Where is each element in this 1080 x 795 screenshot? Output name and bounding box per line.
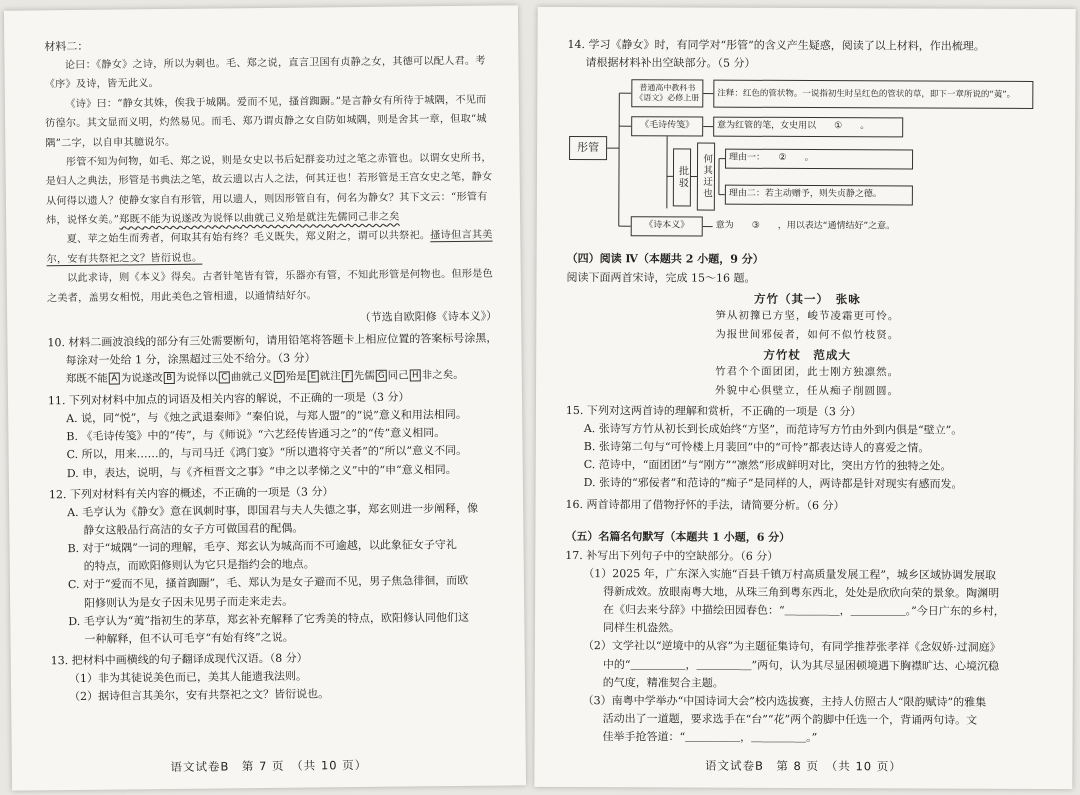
q11-option-a[interactable]: A. 说，同“悦”，与《烛之武退秦师》“秦伯说，与郑人盟”的“说”意义和用法相同。 xyxy=(66,408,467,426)
answer-box-b[interactable]: B xyxy=(164,372,175,384)
maoshi-box: 《毛诗传笺》 xyxy=(631,117,703,137)
section-4-heading: （四）阅读 Ⅳ（本题共 2 小题，9 分） xyxy=(566,252,764,267)
underlined-sentence: 搔诗但言其美尔，安有共祭祀之文？皆衍说也。 xyxy=(46,229,493,266)
q17-line: （3）南粤中学举办“中国诗词大会”校内选拔赛，主持人仿照古人“限韵赋诗”的雅集 xyxy=(582,693,987,709)
question-10 xyxy=(47,329,498,389)
material-paragraph: 以此求诗，则《本义》得矣。古者针笔皆有管，乐器亦有管，不知此形管是何物也。但形是色之美者，盖男女相悦，用此美色之管相遗，以通情结好尔。 xyxy=(46,268,494,304)
q12-option-b[interactable]: B. 对于“城隅”一词的理解，毛亨、郑玄认为城高而不可逾越，以此象征女子守礼 xyxy=(67,538,457,556)
q11-option-d[interactable]: D. 申，表达，说明，与《齐桓晋文之事》“申之以孝悌之义”中的“申”意义相同。 xyxy=(66,462,457,480)
page-footer: 语文试卷B 第 7 页 （共 10 页） xyxy=(170,757,368,775)
material-paragraph: 论曰：《静女》之诗，所以为刺也。毛、郑之说，直言卫国有贞静之女，其德可以配人君。考《序》及诗，皆无此义。 xyxy=(44,55,486,91)
material-paragraph: 夏、苹之始生而秀者，何取其有始有终？毛义既失，郑义附之，谓可以共祭祀。搔诗但言其美尔，安有共祭祀之文？皆衍说也。 xyxy=(46,229,493,266)
q17-line: 得新成效。放眼南粤大地，从珠三角到粤东西北，处处是欣欣向荣的景象。陶渊明 xyxy=(603,585,1000,600)
answer-box-d[interactable]: D xyxy=(274,371,285,383)
q17-line: （1）2025 年，广东深入实施“百县千镇万村高质量发展工程”，城乡区域协调发展取 xyxy=(583,566,996,582)
q17-line: 活动出了一道题，要求选手在“台”“花”两个韵脚中任选一个，背诵两句诗。文 xyxy=(602,712,978,727)
q15-option-d[interactable]: D. 张诗的“邪佞者”和范诗的“痴子”是同样的人，两诗都是针对现实有感而发。 xyxy=(583,476,963,492)
root-box: 彤管 xyxy=(569,136,607,160)
q15-option-a[interactable]: A. 张诗写方竹从初长到长成始终“方坚”，而范诗写方竹由外到内俱是“壁立”。 xyxy=(583,422,963,437)
q17-line: 同样生机盎然。 xyxy=(602,621,681,635)
wavy-underline-text: 郑既不能为说遂改为说怿以曲就己义殆是就注先儒同己非之矣 xyxy=(119,211,400,226)
poem-1-line: 笋从初籜已方坚，峻节凌霜更可怜。 xyxy=(715,310,900,323)
q12-stem: 12. 下列对材料有关内容的概述，不正确的一项是（3 分） xyxy=(48,485,334,502)
q11-stem: 11. 下列对材料中加点的词语及相关内容的解说，不正确的一项是（3 分） xyxy=(47,390,410,408)
benyi-note[interactable]: 意为 ③ ，用以表达“通情结好”之意。 xyxy=(713,217,963,238)
q15-option-b[interactable]: B. 张诗第二句与“可怜楼上月裴回”中的“可怜”都表达诗人的喜爱之情。 xyxy=(583,440,930,455)
reason-1-box[interactable]: 理由一： ② 。 xyxy=(725,149,913,170)
benyi-box: 《诗本义》 xyxy=(631,217,703,237)
question-16: 16. 两首诗都用了借物抒怀的手法，请简要分析。（6 分） xyxy=(565,497,845,512)
q11-option-b[interactable]: B. 《毛诗传笺》中的“传”，与《师说》“六艺经传皆通习之”的“传”意义相同。 xyxy=(66,426,446,444)
q17-line[interactable]: 佳举手抢答道：“＿＿＿＿＿，＿＿＿＿＿。” xyxy=(602,730,818,745)
material-title: 材料二： xyxy=(44,39,89,54)
textbook-note-box: 注释：红色的管状物。一说指初生时呈红色的管状的草，即下一章所说的“荑”。 xyxy=(713,80,1033,109)
q11-option-c[interactable]: C. 所以，用来……的，与司马迁《鸿门宴》“所以遣将守关者”的“所以”意义不同。 xyxy=(66,444,468,462)
poem-2-line: 竹君个个面团团，此士刚方独凛然。 xyxy=(715,365,900,379)
maoshi-note-box[interactable]: 意为红管的笔，女史用以 ① 。 xyxy=(713,117,903,138)
question-13 xyxy=(51,648,502,707)
answer-box-e[interactable]: E xyxy=(308,371,319,383)
question-11 xyxy=(48,388,499,483)
section-4-intro: 阅读下面两首宋诗，完成 15～16 题。 xyxy=(566,271,756,286)
q13-item-2: （2）据诗但言其美尔，安有共祭祀之文？皆衍说也。 xyxy=(69,687,330,704)
tongguan-diagram xyxy=(569,78,1040,248)
question-15 xyxy=(566,402,1048,495)
q17-line: （2）文学社以“逆境中的从容”为主题征集诗句，有同学推荐张孝祥《念奴娇·过洞庭》 xyxy=(582,639,1001,655)
answer-box-f[interactable]: F xyxy=(342,370,353,382)
poem-1-line: 为报世间邪佞者，如何不似竹枝贤。 xyxy=(715,328,900,342)
material-paragraph: 彤管不知为何物，如毛、郑之说，则是女史以书后妃群妾功过之笔之赤管也。以谓女史所书，是妇人之典法，形管是书典法之笔，故云遗以古人之法，何其迂也！若形管是王宫女史之笔，静女从何得以遗人？使静女家自有形管，用以遗人，则因形管自有，何名为静女？其下文云：“形管有炜，说怿女美。”郑既不能为说遂改为说怿以曲就己义殆是就注先儒同己非之矣 xyxy=(45,152,493,227)
q12-option-b-cont: 的特点，而欧阳修则认为它只是指约会的地点。 xyxy=(83,557,315,574)
page-8 xyxy=(534,7,1075,789)
q12-option-c-cont: 阳修则认为是女子因未见男子而走来走去。 xyxy=(84,594,294,610)
material-source: （节选自欧阳修《诗本义》） xyxy=(359,309,498,324)
q12-option-c[interactable]: C. 对于“爱而不见，搔首踟蹰”，毛、郑认为是女子避而不见，男子焦急徘徊，而欧 xyxy=(67,574,469,592)
section-5-heading: （五）名篇名句默写（本题共 1 小题，6 分） xyxy=(565,529,791,544)
critique-box: 批驳 xyxy=(673,149,691,207)
q14-stem-2: 请根据材料补出空缺部分。（5 分） xyxy=(585,56,756,70)
q10-stem-2: 每涂对一处给 1 分，涂黑超过三处不给分。（3 分） xyxy=(65,351,316,368)
q10-sequence: 郑既不能 A 为说遂改 B 为说怿以 C 曲就己义 D 殆是 E 就注 F 先儒 G 同己 H 非之矣。 xyxy=(65,369,464,386)
answer-box-h[interactable]: H xyxy=(410,370,421,382)
q13-item-1: （1）非为其徒说美色而已，美其人能遗我法则。 xyxy=(68,669,307,686)
poem-1-title: 方竹（其一） 张咏 xyxy=(754,292,861,307)
q17-stem: 17. 补写出下列句子中的空缺部分。（6 分） xyxy=(565,548,779,563)
q15-option-c[interactable]: C. 范诗中，“面团团”与“刚方”“凛然”形成鲜明对比，突出方竹的独特之处。 xyxy=(583,458,952,473)
answer-box-a[interactable]: A xyxy=(109,373,120,385)
answer-box-c[interactable]: C xyxy=(219,372,230,384)
question-17 xyxy=(564,547,1047,749)
material-paragraph: 《诗》曰：“静女其姝，俟我于城隅。爱而不见，搔首踟蹰。”是言静女有所待于城隅，不见而彷徨尔。其文显而义明，灼然易见。而毛、郑乃谓贞静之女自防如城隅，则是舍其一章，但取“城隅”二字，以自申其臆说尔。 xyxy=(45,94,487,149)
q12-option-d[interactable]: D. 毛亨认为“荑”指初生的茅草，郑玄补充解释了它秀美的特点，欧阳修认同他们这 xyxy=(68,610,470,628)
question-14 xyxy=(567,36,1049,74)
q13-stem: 13. 把材料中画横线的句子翻译成现代汉语。（8 分） xyxy=(50,651,308,668)
q17-line[interactable]: 在《归去来兮辞》中描绘田园春色：“＿＿＿＿＿，＿＿＿＿＿。”今日广东的乡村， xyxy=(603,603,1005,619)
q12-option-d-cont: 一种解释，但不认可毛亨“有始有终”之说。 xyxy=(84,630,294,646)
q14-stem: 14. 学习《静女》时，有同学对“彤管”的含义产生疑惑，阅读了以上材料，作出梳理。 xyxy=(567,37,985,53)
q17-line: 的气度，精准契合主题。 xyxy=(602,675,724,690)
question-12 xyxy=(49,481,501,649)
q17-line[interactable]: 中的“＿＿＿＿＿，＿＿＿＿＿”两句，认为其尽显困顿境遇下胸襟旷达、心境沉稳 xyxy=(602,657,1000,673)
page-footer: 语文试卷B 第 8 页 （共 10 页） xyxy=(705,758,902,774)
page-7 xyxy=(4,5,526,790)
q12-option-a[interactable]: A. 毛亨认为《静女》意在讽刺时事，即国君与夫人失德之事，郑玄则进一步阐释，像 xyxy=(67,501,479,519)
q10-stem: 10. 材料二画波浪线的部分有三处需要断句，请用铅笔将答题卡上相应位置的答案标号涂黑， xyxy=(47,331,498,350)
answer-box-g[interactable]: G xyxy=(376,370,387,382)
reason-2-box: 理由二：若主动赠予，则失贞静之德。 xyxy=(725,185,913,206)
q12-option-a-cont: 静女这般品行高洁的女子方可做国君的配偶。 xyxy=(83,521,304,537)
q15-stem: 15. 下列对这两首诗的理解和赏析，不正确的一项是（3 分） xyxy=(565,403,862,419)
textbook-box: 普通高中教科书《语文》必修上册 xyxy=(631,80,703,108)
poem-2-title: 方竹杖 范成大 xyxy=(763,347,851,363)
why-yu-box: 何其迂也 xyxy=(697,143,715,211)
poem-2-line: 外貌中心俱壁立，任从痴子削圆圆。 xyxy=(715,384,900,397)
